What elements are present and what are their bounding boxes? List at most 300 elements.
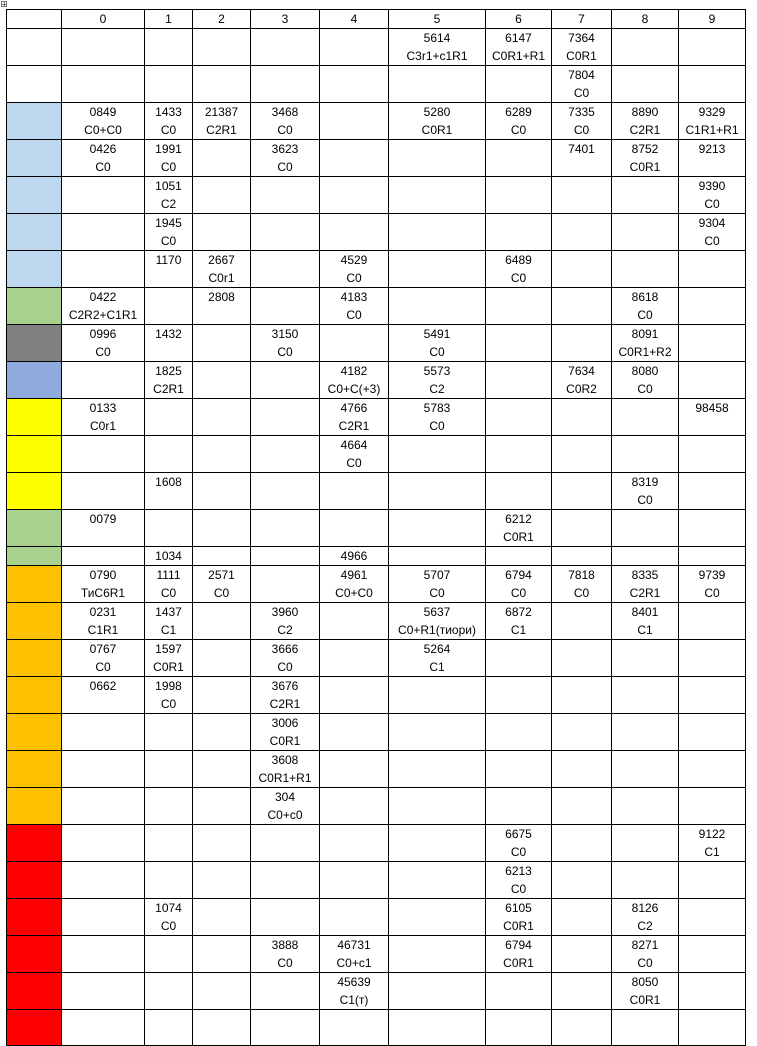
table-cell[interactable]: [320, 214, 389, 251]
table-cell[interactable]: [62, 825, 145, 862]
table-cell[interactable]: [251, 899, 320, 936]
table-cell[interactable]: [389, 325, 486, 362]
column-header-0[interactable]: 0: [62, 10, 145, 29]
table-cell[interactable]: [145, 288, 193, 325]
table-cell[interactable]: [389, 566, 486, 603]
table-cell[interactable]: [62, 899, 145, 936]
table-cell[interactable]: [552, 936, 612, 973]
table-cell[interactable]: [193, 251, 251, 288]
column-header-2[interactable]: 2: [193, 10, 251, 29]
table-cell[interactable]: [320, 103, 389, 140]
table-cell[interactable]: [612, 640, 679, 677]
table-cell[interactable]: [612, 899, 679, 936]
table-cell[interactable]: [389, 899, 486, 936]
table-cell[interactable]: [193, 603, 251, 640]
table-cell[interactable]: [552, 362, 612, 399]
column-header-6[interactable]: 6: [486, 10, 552, 29]
table-cell[interactable]: [389, 603, 486, 640]
table-cell[interactable]: [679, 325, 746, 362]
table-cell[interactable]: [612, 251, 679, 288]
table-cell[interactable]: [251, 399, 320, 436]
table-cell[interactable]: [612, 603, 679, 640]
table-cell[interactable]: [612, 362, 679, 399]
table-cell[interactable]: [320, 66, 389, 103]
table-cell[interactable]: [552, 1010, 612, 1046]
table-cell[interactable]: [552, 973, 612, 1010]
row-color-cell[interactable]: [7, 66, 62, 103]
table-cell[interactable]: [251, 140, 320, 177]
table-cell[interactable]: [486, 566, 552, 603]
table-cell[interactable]: [145, 973, 193, 1010]
table-cell[interactable]: [62, 473, 145, 510]
table-cell[interactable]: [486, 640, 552, 677]
table-cell[interactable]: [251, 566, 320, 603]
table-cell[interactable]: [193, 825, 251, 862]
table-cell[interactable]: [552, 325, 612, 362]
table-cell[interactable]: [612, 288, 679, 325]
table-cell[interactable]: [679, 936, 746, 973]
table-cell[interactable]: [486, 677, 552, 714]
table-cell[interactable]: [486, 899, 552, 936]
table-cell[interactable]: [145, 751, 193, 788]
table-cell[interactable]: [251, 251, 320, 288]
table-cell[interactable]: [552, 566, 612, 603]
row-color-cell[interactable]: [7, 788, 62, 825]
table-cell[interactable]: [320, 473, 389, 510]
table-cell[interactable]: [389, 825, 486, 862]
row-color-cell[interactable]: [7, 825, 62, 862]
table-cell[interactable]: [612, 177, 679, 214]
table-cell[interactable]: [193, 936, 251, 973]
table-cell[interactable]: [612, 140, 679, 177]
table-cell[interactable]: [62, 973, 145, 1010]
row-color-cell[interactable]: [7, 214, 62, 251]
table-cell[interactable]: [320, 140, 389, 177]
table-cell[interactable]: [193, 288, 251, 325]
table-cell[interactable]: [552, 399, 612, 436]
table-cell[interactable]: [320, 510, 389, 547]
table-cell[interactable]: [145, 29, 193, 66]
table-cell[interactable]: [193, 29, 251, 66]
table-cell[interactable]: [612, 103, 679, 140]
table-cell[interactable]: [251, 936, 320, 973]
row-color-cell[interactable]: [7, 473, 62, 510]
table-cell[interactable]: [251, 714, 320, 751]
table-cell[interactable]: [193, 473, 251, 510]
table-cell[interactable]: [193, 640, 251, 677]
table-cell[interactable]: [193, 436, 251, 473]
row-color-cell[interactable]: [7, 177, 62, 214]
table-cell[interactable]: [389, 177, 486, 214]
table-cell[interactable]: [612, 788, 679, 825]
table-cell[interactable]: [62, 436, 145, 473]
table-cell[interactable]: [145, 473, 193, 510]
table-cell[interactable]: [251, 603, 320, 640]
row-color-cell[interactable]: [7, 640, 62, 677]
table-cell[interactable]: [251, 825, 320, 862]
table-cell[interactable]: [679, 251, 746, 288]
table-cell[interactable]: [679, 436, 746, 473]
table-cell[interactable]: [62, 547, 145, 566]
table-cell[interactable]: [145, 825, 193, 862]
table-cell[interactable]: [145, 566, 193, 603]
table-cell[interactable]: [552, 510, 612, 547]
table-cell[interactable]: [552, 251, 612, 288]
table-cell[interactable]: [320, 751, 389, 788]
row-color-cell[interactable]: [7, 899, 62, 936]
table-cell[interactable]: [679, 66, 746, 103]
table-cell[interactable]: [389, 473, 486, 510]
table-cell[interactable]: [389, 103, 486, 140]
table-cell[interactable]: [679, 862, 746, 899]
table-cell[interactable]: [679, 751, 746, 788]
table-cell[interactable]: [679, 214, 746, 251]
table-cell[interactable]: [145, 936, 193, 973]
table-cell[interactable]: [320, 325, 389, 362]
table-cell[interactable]: [552, 140, 612, 177]
table-cell[interactable]: [612, 547, 679, 566]
table-cell[interactable]: [552, 66, 612, 103]
table-cell[interactable]: [612, 29, 679, 66]
row-color-cell[interactable]: [7, 325, 62, 362]
table-cell[interactable]: [62, 177, 145, 214]
table-cell[interactable]: [612, 973, 679, 1010]
row-color-cell[interactable]: [7, 566, 62, 603]
table-cell[interactable]: [679, 362, 746, 399]
table-cell[interactable]: [552, 288, 612, 325]
table-cell[interactable]: [251, 362, 320, 399]
table-cell[interactable]: [251, 103, 320, 140]
table-cell[interactable]: [612, 436, 679, 473]
table-cell[interactable]: [320, 362, 389, 399]
table-cell[interactable]: [145, 103, 193, 140]
column-header-8[interactable]: 8: [612, 10, 679, 29]
table-cell[interactable]: [486, 214, 552, 251]
table-cell[interactable]: [193, 788, 251, 825]
table-cell[interactable]: [389, 862, 486, 899]
table-cell[interactable]: [145, 251, 193, 288]
table-cell[interactable]: [486, 751, 552, 788]
table-cell[interactable]: [612, 677, 679, 714]
table-cell[interactable]: [62, 288, 145, 325]
table-cell[interactable]: [389, 677, 486, 714]
table-cell[interactable]: [486, 66, 552, 103]
table-cell[interactable]: [612, 214, 679, 251]
table-cell[interactable]: [320, 677, 389, 714]
table-cell[interactable]: [389, 788, 486, 825]
table-cell[interactable]: [62, 325, 145, 362]
table-cell[interactable]: [251, 177, 320, 214]
table-cell[interactable]: [679, 399, 746, 436]
table-cell[interactable]: [552, 214, 612, 251]
column-header-1[interactable]: 1: [145, 10, 193, 29]
table-cell[interactable]: [486, 862, 552, 899]
table-cell[interactable]: [612, 862, 679, 899]
table-cell[interactable]: [612, 510, 679, 547]
table-cell[interactable]: [612, 325, 679, 362]
table-cell[interactable]: [320, 566, 389, 603]
table-cell[interactable]: [486, 936, 552, 973]
table-cell[interactable]: [320, 436, 389, 473]
table-cell[interactable]: [486, 251, 552, 288]
table-cell[interactable]: [145, 788, 193, 825]
table-cell[interactable]: [193, 714, 251, 751]
table-cell[interactable]: [145, 677, 193, 714]
row-color-cell[interactable]: [7, 29, 62, 66]
table-cell[interactable]: [251, 510, 320, 547]
column-header-4[interactable]: 4: [320, 10, 389, 29]
table-cell[interactable]: [251, 1010, 320, 1046]
table-cell[interactable]: [193, 177, 251, 214]
table-cell[interactable]: [251, 751, 320, 788]
table-cell[interactable]: [552, 436, 612, 473]
table-cell[interactable]: [552, 603, 612, 640]
column-header-5[interactable]: 5: [389, 10, 486, 29]
table-cell[interactable]: [320, 547, 389, 566]
table-cell[interactable]: [679, 1010, 746, 1046]
table-cell[interactable]: [679, 899, 746, 936]
table-cell[interactable]: [193, 362, 251, 399]
table-cell[interactable]: [193, 214, 251, 251]
table-cell[interactable]: [679, 140, 746, 177]
table-cell[interactable]: [251, 436, 320, 473]
table-cell[interactable]: [552, 640, 612, 677]
table-cell[interactable]: [552, 677, 612, 714]
column-header-3[interactable]: 3: [251, 10, 320, 29]
table-cell[interactable]: [251, 677, 320, 714]
table-cell[interactable]: [320, 177, 389, 214]
row-color-cell[interactable]: [7, 362, 62, 399]
table-cell[interactable]: [320, 973, 389, 1010]
table-cell[interactable]: [193, 510, 251, 547]
table-cell[interactable]: [145, 66, 193, 103]
table-cell[interactable]: [320, 288, 389, 325]
table-cell[interactable]: [389, 547, 486, 566]
table-cell[interactable]: [193, 103, 251, 140]
table-cell[interactable]: [612, 714, 679, 751]
row-color-cell[interactable]: [7, 140, 62, 177]
table-cell[interactable]: [679, 825, 746, 862]
table-cell[interactable]: [486, 473, 552, 510]
column-header-7[interactable]: 7: [552, 10, 612, 29]
table-cell[interactable]: [62, 214, 145, 251]
table-cell[interactable]: [251, 640, 320, 677]
table-cell[interactable]: [679, 788, 746, 825]
table-cell[interactable]: [145, 603, 193, 640]
table-cell[interactable]: [320, 936, 389, 973]
table-cell[interactable]: [679, 547, 746, 566]
table-cell[interactable]: [145, 399, 193, 436]
table-cell[interactable]: [389, 751, 486, 788]
table-cell[interactable]: [612, 825, 679, 862]
table-cell[interactable]: [679, 714, 746, 751]
table-cell[interactable]: [251, 547, 320, 566]
table-cell[interactable]: [486, 362, 552, 399]
row-color-cell[interactable]: [7, 288, 62, 325]
table-cell[interactable]: [552, 862, 612, 899]
table-cell[interactable]: [552, 714, 612, 751]
table-cell[interactable]: [193, 547, 251, 566]
table-cell[interactable]: [552, 547, 612, 566]
table-cell[interactable]: [389, 510, 486, 547]
table-cell[interactable]: [552, 29, 612, 66]
table-cell[interactable]: [145, 140, 193, 177]
table-cell[interactable]: [251, 214, 320, 251]
table-cell[interactable]: [320, 714, 389, 751]
table-cell[interactable]: [145, 436, 193, 473]
table-cell[interactable]: [193, 66, 251, 103]
table-cell[interactable]: [193, 677, 251, 714]
table-cell[interactable]: [679, 603, 746, 640]
table-cell[interactable]: [145, 862, 193, 899]
row-color-cell[interactable]: [7, 603, 62, 640]
table-cell[interactable]: [389, 140, 486, 177]
table-cell[interactable]: [145, 510, 193, 547]
row-color-cell[interactable]: [7, 936, 62, 973]
table-cell[interactable]: [389, 214, 486, 251]
table-cell[interactable]: [486, 29, 552, 66]
table-cell[interactable]: [62, 862, 145, 899]
table-cell[interactable]: [62, 677, 145, 714]
table-cell[interactable]: [389, 1010, 486, 1046]
table-cell[interactable]: [251, 66, 320, 103]
table-cell[interactable]: [486, 714, 552, 751]
table-cell[interactable]: [62, 251, 145, 288]
table-cell[interactable]: [486, 1010, 552, 1046]
row-color-cell[interactable]: [7, 677, 62, 714]
table-cell[interactable]: [486, 547, 552, 566]
table-cell[interactable]: [320, 1010, 389, 1046]
table-cell[interactable]: [251, 473, 320, 510]
table-cell[interactable]: [145, 325, 193, 362]
table-cell[interactable]: [320, 251, 389, 288]
table-cell[interactable]: [486, 140, 552, 177]
table-cell[interactable]: [679, 566, 746, 603]
table-cell[interactable]: [193, 751, 251, 788]
table-cell[interactable]: [62, 714, 145, 751]
table-cell[interactable]: [552, 103, 612, 140]
table-cell[interactable]: [486, 825, 552, 862]
table-cell[interactable]: [389, 288, 486, 325]
table-cell[interactable]: [193, 973, 251, 1010]
table-cell[interactable]: [251, 288, 320, 325]
row-color-cell[interactable]: [7, 510, 62, 547]
table-cell[interactable]: [486, 436, 552, 473]
table-cell[interactable]: [62, 566, 145, 603]
table-cell[interactable]: [389, 936, 486, 973]
table-cell[interactable]: [679, 640, 746, 677]
table-cell[interactable]: [145, 214, 193, 251]
table-cell[interactable]: [62, 640, 145, 677]
table-cell[interactable]: [389, 714, 486, 751]
row-color-cell[interactable]: [7, 436, 62, 473]
table-cell[interactable]: [486, 103, 552, 140]
table-cell[interactable]: [679, 177, 746, 214]
table-cell[interactable]: [612, 566, 679, 603]
table-cell[interactable]: [193, 1010, 251, 1046]
row-color-cell[interactable]: [7, 103, 62, 140]
table-cell[interactable]: [320, 825, 389, 862]
table-cell[interactable]: [320, 899, 389, 936]
table-cell[interactable]: [62, 603, 145, 640]
table-cell[interactable]: [251, 29, 320, 66]
table-cell[interactable]: [145, 177, 193, 214]
table-cell[interactable]: [62, 103, 145, 140]
table-cell[interactable]: [62, 751, 145, 788]
table-cell[interactable]: [193, 325, 251, 362]
table-cell[interactable]: [62, 399, 145, 436]
table-cell[interactable]: [251, 973, 320, 1010]
row-color-cell[interactable]: [7, 1010, 62, 1046]
row-color-cell[interactable]: [7, 251, 62, 288]
table-cell[interactable]: [679, 677, 746, 714]
column-header-9[interactable]: 9: [679, 10, 746, 29]
table-move-handle-icon[interactable]: [1, 1, 7, 7]
table-cell[interactable]: [193, 899, 251, 936]
table-cell[interactable]: [486, 288, 552, 325]
table-cell[interactable]: [486, 788, 552, 825]
table-cell[interactable]: [62, 29, 145, 66]
table-cell[interactable]: [389, 66, 486, 103]
row-color-cell[interactable]: [7, 714, 62, 751]
table-cell[interactable]: [193, 862, 251, 899]
table-cell[interactable]: [552, 177, 612, 214]
table-cell[interactable]: [486, 325, 552, 362]
table-cell[interactable]: [62, 66, 145, 103]
table-cell[interactable]: [320, 399, 389, 436]
table-cell[interactable]: [486, 177, 552, 214]
table-cell[interactable]: [193, 140, 251, 177]
table-cell[interactable]: [552, 788, 612, 825]
table-cell[interactable]: [486, 973, 552, 1010]
table-cell[interactable]: [145, 547, 193, 566]
table-cell[interactable]: [320, 640, 389, 677]
header-corner-cell[interactable]: [7, 10, 62, 29]
table-cell[interactable]: [145, 899, 193, 936]
table-cell[interactable]: [679, 473, 746, 510]
table-cell[interactable]: [320, 603, 389, 640]
table-cell[interactable]: [62, 510, 145, 547]
table-cell[interactable]: [679, 510, 746, 547]
table-cell[interactable]: [389, 251, 486, 288]
table-cell[interactable]: [679, 29, 746, 66]
table-cell[interactable]: [145, 640, 193, 677]
table-cell[interactable]: [612, 399, 679, 436]
row-color-cell[interactable]: [7, 973, 62, 1010]
table-cell[interactable]: [486, 603, 552, 640]
table-cell[interactable]: [62, 1010, 145, 1046]
table-cell[interactable]: [62, 362, 145, 399]
table-cell[interactable]: [320, 788, 389, 825]
table-cell[interactable]: [486, 399, 552, 436]
table-cell[interactable]: [251, 862, 320, 899]
table-cell[interactable]: [612, 751, 679, 788]
table-cell[interactable]: [552, 899, 612, 936]
table-cell[interactable]: [62, 140, 145, 177]
table-cell[interactable]: [552, 825, 612, 862]
table-cell[interactable]: [552, 751, 612, 788]
table-cell[interactable]: [320, 862, 389, 899]
table-cell[interactable]: [193, 399, 251, 436]
table-cell[interactable]: [389, 29, 486, 66]
row-color-cell[interactable]: [7, 751, 62, 788]
table-cell[interactable]: [62, 788, 145, 825]
table-cell[interactable]: [145, 714, 193, 751]
table-cell[interactable]: [612, 473, 679, 510]
table-cell[interactable]: [145, 362, 193, 399]
table-cell[interactable]: [389, 399, 486, 436]
table-cell[interactable]: [612, 1010, 679, 1046]
